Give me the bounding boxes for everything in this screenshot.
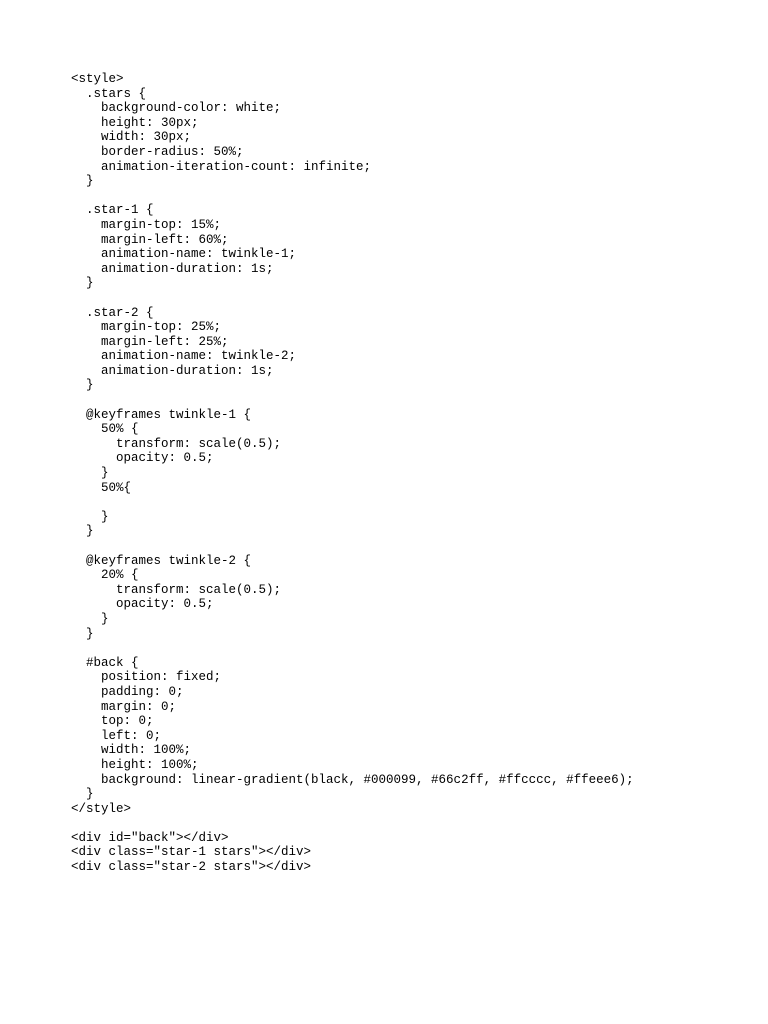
code-line: 50%{ <box>71 480 132 495</box>
code-line: } <box>71 378 94 393</box>
code-line: height: 100%; <box>71 757 199 772</box>
code-line: .stars { <box>71 86 147 101</box>
code-line: <div class="star-2 stars"></div> <box>71 860 312 875</box>
code-line: .star-1 { <box>71 203 154 218</box>
code-line: background: linear-gradient(black, #000099, #66c2ff, #ffcccc, #ffeee6); <box>71 772 634 787</box>
code-line: } <box>71 509 109 524</box>
code-line: margin: 0; <box>71 699 177 714</box>
code-line: margin-left: 60%; <box>71 232 229 247</box>
code-line: } <box>71 276 94 291</box>
code-line: width: 100%; <box>71 743 192 758</box>
code-line: animation-iteration-count: infinite; <box>71 159 372 174</box>
code-line: } <box>71 524 94 539</box>
code-line: <div id="back"></div> <box>71 830 229 845</box>
code-line: } <box>71 466 109 481</box>
code-line: position: fixed; <box>71 670 222 685</box>
code-line: height: 30px; <box>71 115 199 130</box>
code-line: animation-duration: 1s; <box>71 261 274 276</box>
code-line: padding: 0; <box>71 684 184 699</box>
code-line: } <box>71 626 94 641</box>
code-line <box>71 291 751 306</box>
code-line: } <box>71 611 109 626</box>
code-line <box>71 393 751 408</box>
code-listing <box>71 72 751 875</box>
code-line: opacity: 0.5; <box>71 451 214 466</box>
code-line: border-radius: 50%; <box>71 144 244 159</box>
code-line: <div class="star-1 stars"></div> <box>71 845 312 860</box>
code-line: } <box>71 174 94 189</box>
code-line: animation-name: twinkle-2; <box>71 349 297 364</box>
code-line: opacity: 0.5; <box>71 597 214 612</box>
code-line <box>71 189 751 204</box>
code-line: margin-top: 25%; <box>71 320 222 335</box>
code-line: 20% { <box>71 568 139 583</box>
code-line: transform: scale(0.5); <box>71 436 282 451</box>
code-line: } <box>71 787 94 802</box>
code-line: @keyframes twinkle-2 { <box>71 553 252 568</box>
code-line: width: 30px; <box>71 130 192 145</box>
code-line: animation-duration: 1s; <box>71 363 274 378</box>
code-line: animation-name: twinkle-1; <box>71 247 297 262</box>
code-line: .star-2 { <box>71 305 154 320</box>
code-line <box>71 641 751 656</box>
code-line: </style> <box>71 801 132 816</box>
code-line: 50% { <box>71 422 139 437</box>
code-line <box>71 539 751 554</box>
code-line: top: 0; <box>71 714 154 729</box>
code-line <box>71 495 751 510</box>
code-line: <style> <box>71 72 124 86</box>
code-line: left: 0; <box>71 728 162 743</box>
code-line: #back { <box>71 655 139 670</box>
code-line: background-color: white; <box>71 101 282 116</box>
code-line: margin-top: 15%; <box>71 217 222 232</box>
code-line: margin-left: 25%; <box>71 334 229 349</box>
code-line: transform: scale(0.5); <box>71 582 282 597</box>
code-line <box>71 816 751 831</box>
code-line: @keyframes twinkle-1 { <box>71 407 252 422</box>
